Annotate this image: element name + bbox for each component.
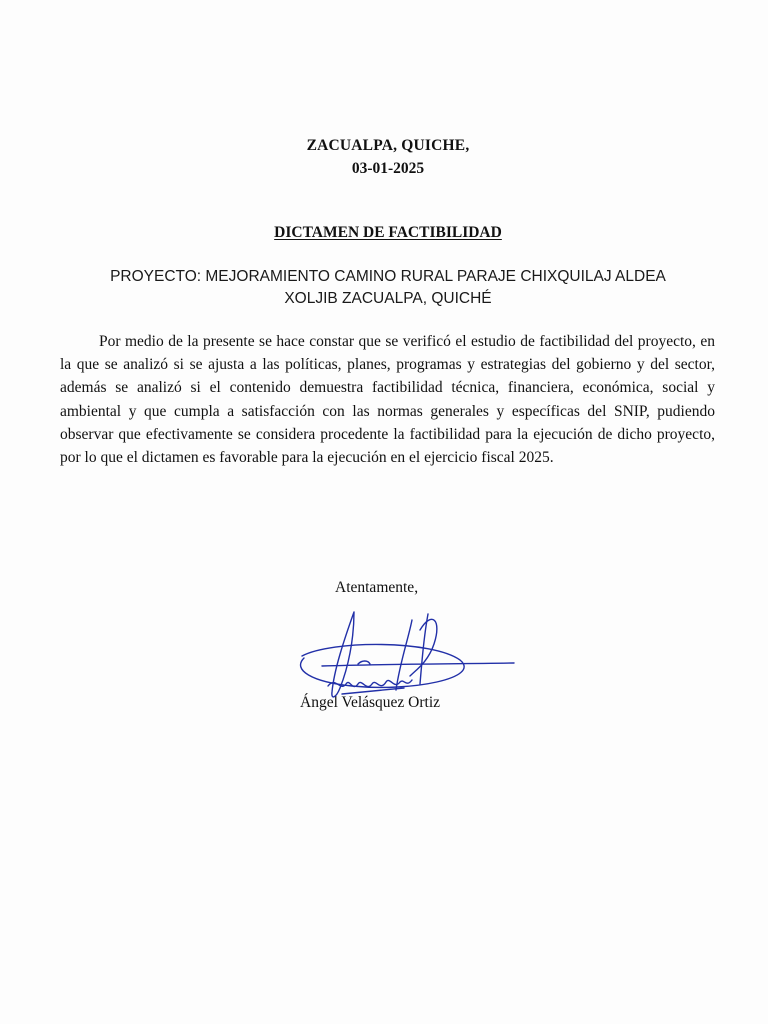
document-title: DICTAMEN DE FACTIBILIDAD — [274, 224, 502, 241]
project-line-1: PROYECTO: MEJORAMIENTO CAMINO RURAL PARAJE CHIXQUILAJ ALDEA — [110, 268, 666, 285]
header-place: ZACUALPA, QUICHE, — [306, 137, 470, 154]
project-line-2: XOLJIB ZACUALPA, QUICHÉ — [284, 290, 492, 307]
closing-salutation: Atentamente, — [335, 579, 419, 596]
signer-name: Ángel Velásquez Ortiz — [300, 694, 441, 711]
body-paragraph: Por medio de la presente se hace constar que se verificó el estudio de factibilidad del proyecto, en la que se analizó si se ajusta a las políticas, planes, programas y estrategias del gobierno y del sector, además se analizó si el contenido demuestra factibilidad técnica, financiera, económica, social y ambiental y que cumpla a satisfacción con las normas generales y específicas del SNIP, pudiendo observar que efectivamente se considera procedente la factibilidad para la ejecución de dicho proyecto, por lo que el dictamen es favorable para la ejecución en el ejercicio fiscal 2025. — [60, 333, 715, 467]
handwritten-signature — [292, 600, 522, 710]
header-date: 03-01-2025 — [351, 160, 425, 177]
project-heading — [60, 266, 716, 310]
